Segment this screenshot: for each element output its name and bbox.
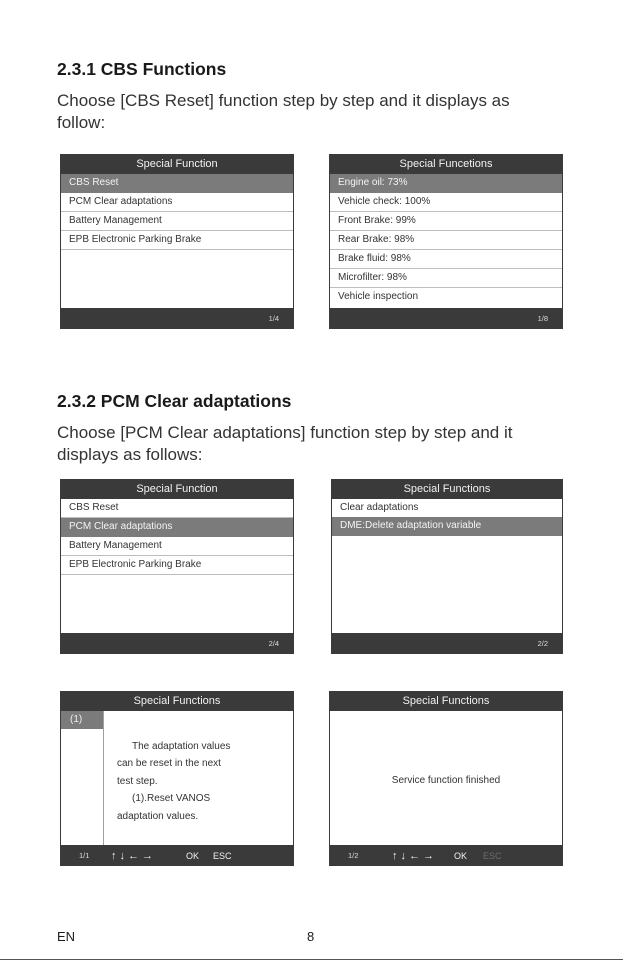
ok-button[interactable]: OK <box>186 851 200 861</box>
section-intro-pcm <box>57 422 577 466</box>
intro-line: displays as follows: <box>57 445 203 464</box>
device-screen-adaptation-info <box>60 691 294 866</box>
list-item-battery[interactable]: Battery Management <box>61 212 293 231</box>
intro-line: Choose [CBS Reset] function step by step and it displays as <box>57 91 510 110</box>
screen-title: Special Function <box>61 480 293 499</box>
section-heading-pcm: 2.3.2 PCM Clear adaptations <box>57 391 292 411</box>
section-intro-cbs <box>57 90 577 134</box>
screen-footer <box>330 845 562 865</box>
screen-title: Special Functions <box>330 692 562 711</box>
list-item-vehicle-inspection[interactable]: Vehicle inspection <box>338 291 419 302</box>
list-item-pcm-clear[interactable]: PCM Clear adaptations <box>61 518 293 537</box>
list-item-microfilter[interactable]: Microfilter: 98% <box>330 269 562 288</box>
step-item[interactable]: (1) <box>61 711 103 729</box>
ok-button[interactable]: OK <box>454 851 468 861</box>
list-item-front-brake[interactable]: Front Brake: 99% <box>330 212 562 231</box>
language-label: EN <box>57 929 76 944</box>
device-screen-finished <box>329 691 563 866</box>
list-item-cbs-reset[interactable]: CBS Reset <box>61 499 293 518</box>
screen-footer <box>61 633 293 653</box>
esc-button[interactable]: ESC <box>213 851 232 861</box>
screen-footer <box>330 308 562 328</box>
page-indicator: 1/2 <box>348 851 359 860</box>
text-line: adaptation values. <box>117 810 199 822</box>
list-item-cbs-reset[interactable]: CBS Reset <box>61 174 293 193</box>
text-line: can be reset in the next <box>117 758 221 770</box>
list-item-brake-fluid[interactable]: Brake fluid: 98% <box>330 250 562 269</box>
device-screen-special-function <box>60 154 294 329</box>
page-indicator: 2/4 <box>268 639 279 648</box>
text-line: test step. <box>117 775 158 787</box>
instruction-text <box>117 738 267 825</box>
page-number: 8 <box>307 929 315 944</box>
list-item-engine-oil[interactable]: Engine oil: 73% <box>330 174 562 193</box>
list-item-pcm-clear[interactable]: PCM Clear adaptations <box>61 193 293 212</box>
list-item-clear-adaptations[interactable]: Clear adaptations <box>340 502 419 513</box>
device-screen-special-function-2 <box>60 479 294 654</box>
text-line: (1).Reset VANOS <box>132 793 211 805</box>
list-item-epb[interactable]: EPB Electronic Parking Brake <box>61 231 293 250</box>
section-heading-cbs: 2.3.1 CBS Functions <box>57 59 227 79</box>
step-column <box>61 711 104 845</box>
status-message: Service function finished <box>391 775 501 786</box>
page-indicator: 1/8 <box>537 314 548 323</box>
intro-line: Choose [PCM Clear adaptations] function step by step and it <box>57 423 513 442</box>
page-indicator: 2/2 <box>537 639 548 648</box>
screen-title: Special Function <box>61 155 293 174</box>
arrow-keys-icon[interactable]: ↑↓←→ <box>392 850 437 862</box>
screen-footer <box>332 633 562 653</box>
list-item-vehicle-check[interactable]: Vehicle check: 100% <box>330 193 562 212</box>
footer-divider <box>0 959 623 960</box>
page-indicator: 1/1 <box>79 851 90 860</box>
intro-line: follow: <box>57 113 106 132</box>
arrow-keys-icon[interactable]: ↑↓←→ <box>111 850 156 862</box>
device-screen-pcm-options <box>331 479 563 654</box>
device-screen-cbs-values <box>329 154 563 329</box>
pcm-option-list <box>332 499 562 536</box>
screen-footer <box>61 845 293 865</box>
esc-button[interactable]: ESC <box>483 851 502 861</box>
list-item-battery[interactable]: Battery Management <box>61 537 293 556</box>
screen-title: Special Functions <box>61 692 293 711</box>
list-item-rear-brake[interactable]: Rear Brake: 98% <box>330 231 562 250</box>
function-list <box>61 174 293 250</box>
page-indicator: 1/4 <box>268 314 279 323</box>
function-list <box>61 499 293 575</box>
list-item-dme-delete[interactable]: DME:Delete adaptation variable <box>332 517 562 536</box>
text-line: The adaptation values <box>132 741 231 752</box>
screen-footer <box>61 308 293 328</box>
screen-title: Special Functions <box>332 480 562 499</box>
screen-title: Special Funcetions <box>330 155 562 174</box>
list-item-epb[interactable]: EPB Electronic Parking Brake <box>61 556 293 575</box>
service-list <box>330 174 562 306</box>
